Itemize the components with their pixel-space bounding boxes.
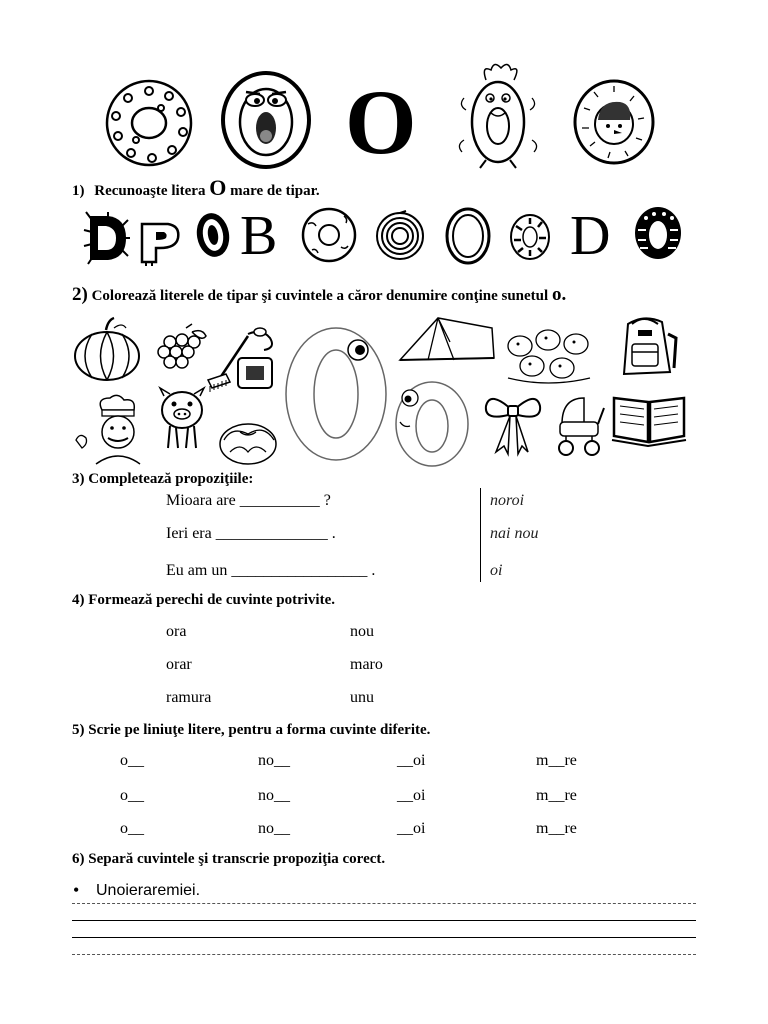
screaming-o-face-drawing — [220, 70, 312, 170]
ex2-letter: o. — [551, 284, 567, 305]
ex5-cell: __oi — [397, 820, 426, 837]
ex1-big-letter: O — [209, 175, 227, 200]
ex2-number: 2) — [72, 284, 88, 305]
ex1-instruction — [72, 175, 320, 201]
stroller-drawing — [552, 392, 606, 458]
ex3-title: 3) Completează propoziţiile: — [72, 471, 254, 487]
block-letter-p — [138, 220, 182, 266]
ex5-cell: m__re — [536, 752, 577, 769]
ex5-cell: m__re — [536, 787, 577, 804]
ex3-sentence-3: Eu am un _________________ . — [166, 562, 376, 579]
flag-letter-o — [632, 204, 684, 262]
donut-letter-o — [300, 206, 358, 264]
vacuum-cleaner-drawing — [208, 326, 278, 394]
ex5-cell: no__ — [258, 820, 290, 837]
outline-letter-o — [444, 206, 492, 266]
pig-drawing — [156, 386, 208, 452]
ex3-divider — [480, 488, 481, 582]
ex5-cell: o__ — [120, 820, 144, 837]
ex4-right-word-1: nou — [350, 623, 374, 640]
ex5-cell: o__ — [120, 752, 144, 769]
bow-drawing — [482, 390, 544, 456]
ex5-cell: __oi — [397, 752, 426, 769]
open-book-drawing — [610, 390, 688, 446]
serif-letter-d: D — [570, 205, 611, 267]
writing-line-solid[interactable] — [72, 937, 696, 938]
tilted-letter-o — [194, 210, 232, 260]
ex4-right-word-3: unu — [350, 689, 374, 706]
serif-letter-b: B — [240, 205, 278, 267]
dotted-donut-o-drawing — [104, 78, 194, 168]
grapes-drawing — [156, 322, 210, 372]
ex6-title: 6) Separă cuvintele şi transcrie propoziţia corect. — [72, 851, 386, 867]
writing-line-dashed[interactable] — [72, 954, 696, 955]
small-letter-o-face — [392, 378, 472, 468]
ex3-sentence-2: Ieri era ______________ . — [166, 525, 336, 542]
ex4-left-word-2: orar — [166, 656, 192, 673]
writing-line-solid[interactable] — [72, 920, 696, 921]
ex3-option-1: noroi — [490, 492, 525, 509]
ex4-left-word-3: ramura — [166, 689, 212, 706]
ex5-cell: __oi — [397, 787, 426, 804]
ex5-cell: no__ — [258, 752, 290, 769]
bold-letter-o: O — [345, 71, 417, 173]
ex1-text-before: Recunoaşte litera — [94, 183, 206, 199]
spiky-letter-d — [82, 210, 132, 266]
backpack-drawing — [614, 314, 680, 380]
ex2-instruction — [72, 284, 566, 306]
writing-line-dashed[interactable] — [72, 903, 696, 904]
ex5-title: 5) Scrie pe liniuţe litere, pentru a forma cuvinte diferite. — [72, 722, 431, 738]
ex6-sentence: Unoieraremiei. — [96, 882, 201, 899]
tent-drawing — [398, 314, 496, 364]
ex5-cell: m__re — [536, 820, 577, 837]
pumpkin-drawing — [72, 316, 142, 382]
smiling-o-character-drawing — [456, 60, 540, 170]
ex6-bullet: • — [73, 880, 80, 900]
cook-drawing — [72, 396, 148, 466]
ex1-number: 1) — [72, 183, 85, 199]
ex3-sentence-1: Mioara are __________ ? — [166, 492, 331, 509]
ex2-text: Colorează literele de tipar şi cuvintele a căror denumire conţine sunetul — [91, 288, 549, 304]
ex5-cell: no__ — [258, 787, 290, 804]
cabbage-drawing — [216, 418, 280, 466]
big-letter-o-outline — [278, 318, 398, 464]
spiral-letter-o — [374, 210, 426, 262]
snowman-wreath-o-drawing — [572, 78, 656, 166]
ex3-option-3: oi — [490, 562, 503, 579]
patterned-letter-o — [508, 212, 552, 262]
ex5-cell: o__ — [120, 787, 144, 804]
ex3-option-2: nai nou — [490, 525, 539, 542]
ex4-right-word-2: maro — [350, 656, 383, 673]
ex1-text-after: mare de tipar. — [230, 183, 320, 199]
birds-drawing — [504, 322, 594, 386]
ex4-left-word-1: ora — [166, 623, 187, 640]
ex4-title: 4) Formează perechi de cuvinte potrivite. — [72, 592, 335, 608]
